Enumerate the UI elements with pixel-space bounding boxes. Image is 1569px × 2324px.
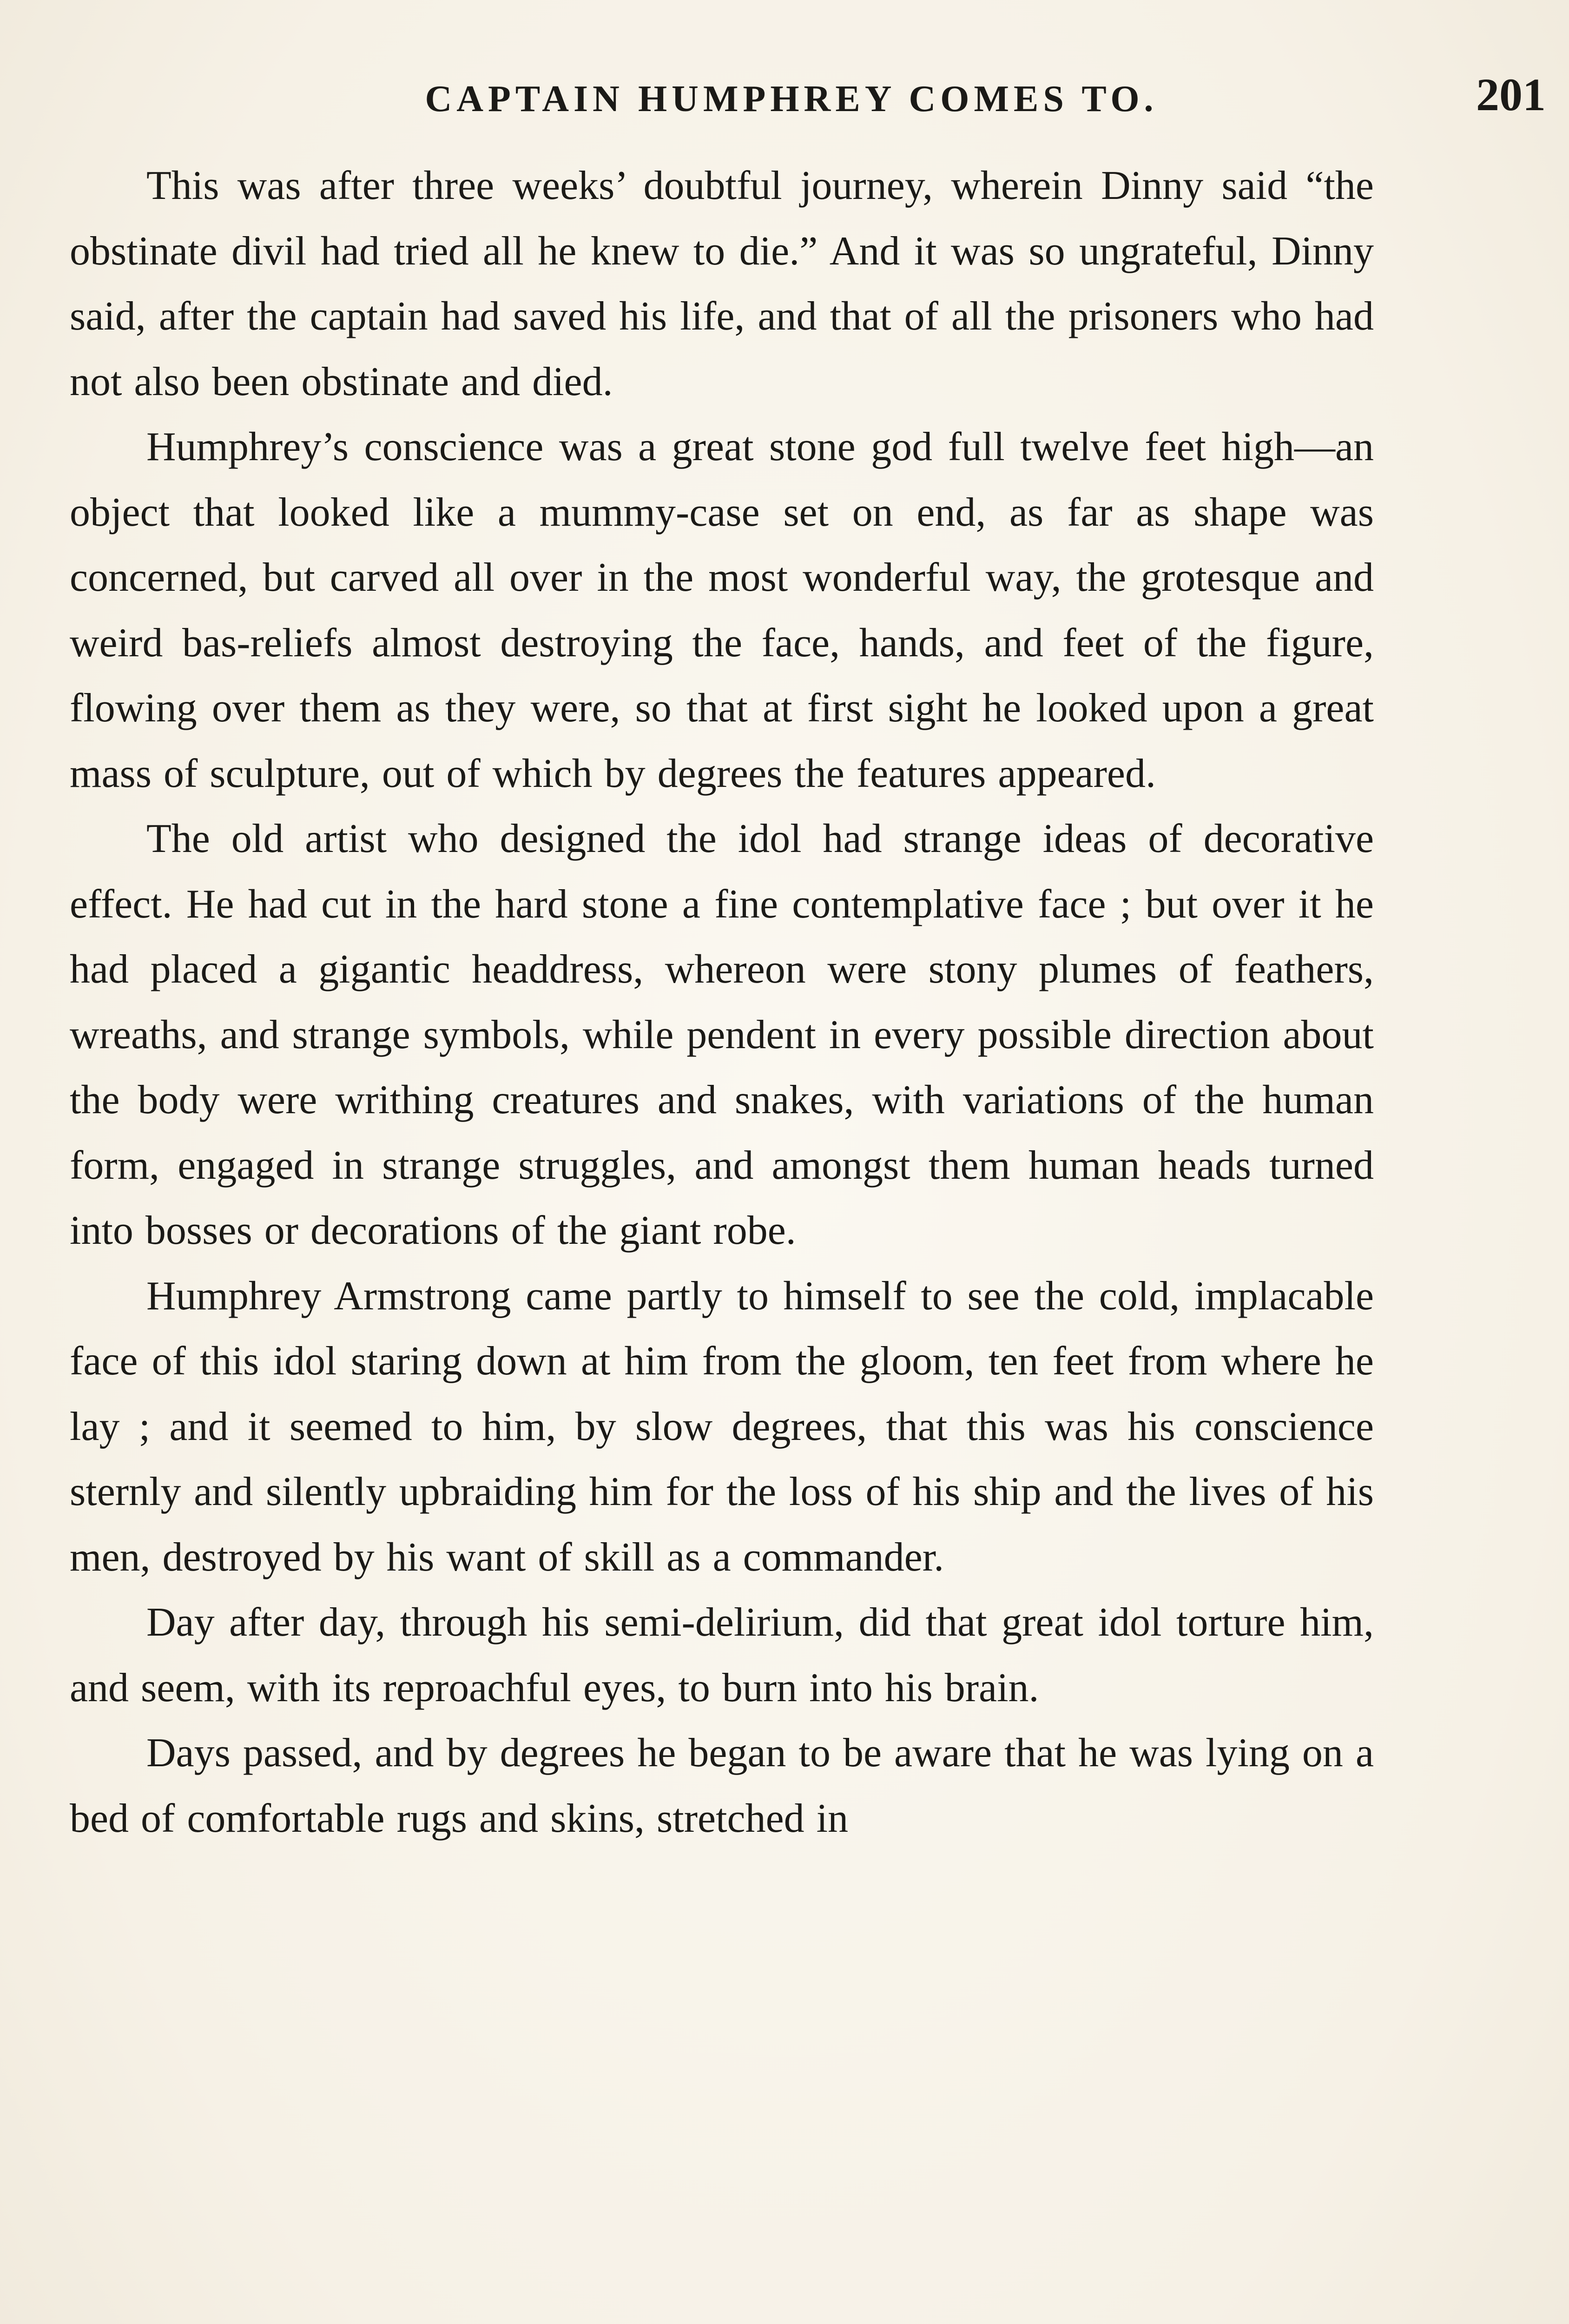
page-header: [70, 64, 1546, 120]
paragraph: The old artist who designed the idol had strange ideas of decorative effect. He had cut in the hard stone a fine contemplative face ; but over it he had placed a gigantic headdress, whereon were stony plumes of feathers, wreaths, and strange symbols, while pendent in every possible direction about the body were writhing creatures and snakes, with variations of the human form, engaged in strange struggles, and amongst them human heads turned into bosses or decorations of the giant robe.: [70, 816, 1374, 1253]
page-number: 201: [1476, 69, 1546, 120]
running-title: CAPTAIN HUMPHREY COMES TO.: [425, 79, 1158, 119]
paragraph: Humphrey’s conscience was a great stone god full twelve feet high—an object that looked like a mummy-case set on end, as far as shape was concerned, but carved all over in the most wonderful way, the grotesque and weird bas-reliefs almost destroying the face, hands, and feet of the figure, flowing over them as they were, so that at first sight he looked upon a great mass of sculpture, out of which by degrees the features appeared.: [70, 424, 1374, 796]
paragraph: Day after day, through his semi-delirium, did that great idol torture him, and seem, with its reproachful eyes, to burn into his brain.: [70, 1600, 1374, 1710]
body-text: [70, 153, 1374, 1851]
paragraph: This was after three weeks’ doubtful journey, wherein Dinny said “the obstinate divil had tried all he knew to die.” And it was so ungrateful, Dinny said, after the captain had saved his life, and that of all the prisoners who had not also been obstinate and died.: [70, 163, 1374, 404]
paragraph: Days passed, and by degrees he began to be aware that he was lying on a bed of comfortable rugs and skins, stretched in: [70, 1730, 1374, 1841]
paragraph: Humphrey Armstrong came partly to himself to see the cold, implacable face of this idol staring down at him from the gloom, ten feet from where he lay ; and it seemed to him, by slow degrees, that this was his conscience sternly and silently upbraiding him for the loss of his ship and the lives of his men, destroyed by his want of skill as a commander.: [70, 1273, 1374, 1580]
